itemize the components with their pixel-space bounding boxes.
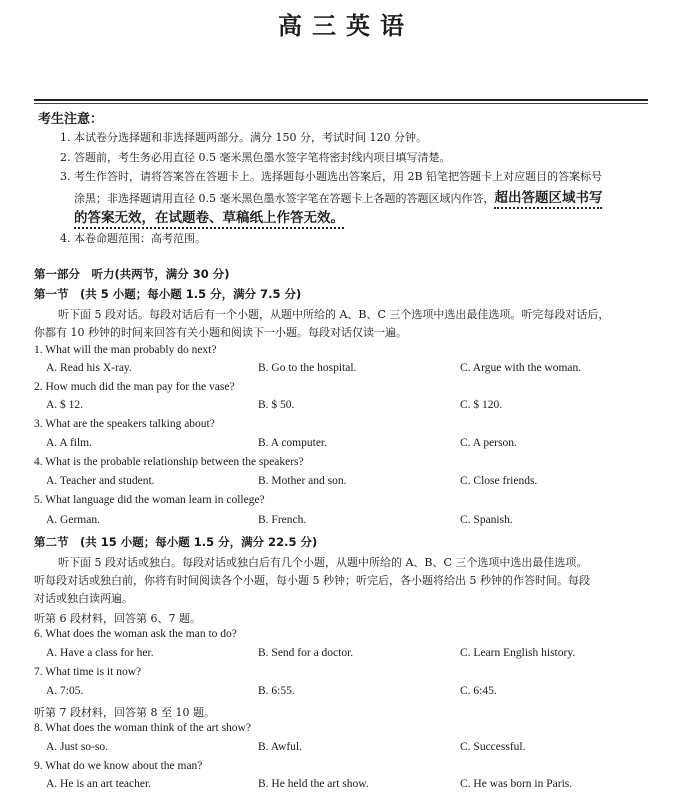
question-2-option-a: A. $ 12. xyxy=(46,399,84,411)
section-2-instruction-2: 听每段对话或独白前，你将有时间阅读各个小题，每小题 5 秒钟；听完后，各小题将给出 5 秒钟的作答时间。每段 xyxy=(34,574,590,587)
question-8: 8. What does the woman think of the art show? xyxy=(34,722,251,734)
header-rule-thin xyxy=(34,103,648,104)
question-5-option-a: A. German. xyxy=(46,514,100,526)
section-1-title: 第一节 (共 5 小题；每小题 1.5 分，满分 7.5 分) xyxy=(34,287,302,301)
question-1-option-a: A. Read his X-ray. xyxy=(46,362,132,374)
notice-heading: 考生注意： xyxy=(38,112,104,127)
question-7-option-c: C. 6:45. xyxy=(460,685,497,697)
question-4-option-c: C. Close friends. xyxy=(460,475,538,487)
part-1-title: 第一部分 听力(共两节，满分 30 分) xyxy=(34,267,230,281)
question-2-option-c: C. $ 120. xyxy=(460,399,503,411)
question-7-option-a: A. 7:05. xyxy=(46,685,84,697)
section-2-instruction-3: 对话或独白读两遍。 xyxy=(34,592,133,605)
question-7: 7. What time is it now? xyxy=(34,666,142,678)
question-8-option-b: B. Awful. xyxy=(258,741,302,753)
notice-item-2: 2. 答题前，考生务必用直径 0.5 毫米黑色墨水签字笔将密封线内项目填写清楚。 xyxy=(60,151,451,164)
question-8-option-a: A. Just so-so. xyxy=(46,741,108,753)
notice-item-1: 1. 本试卷分选择题和非选择题两部分。满分 150 分，考试时间 120 分钟。 xyxy=(60,131,427,144)
question-6-option-a: A. Have a class for her. xyxy=(46,647,154,659)
question-3-option-a: A. A film. xyxy=(46,437,93,449)
question-8-option-c: C. Successful. xyxy=(460,741,526,753)
notice-item-3-emphasis: 超出答题区域书写 xyxy=(494,190,602,209)
notice-item-3-emphasis-2: 的答案无效，在试题卷、草稿纸上作答无效。 xyxy=(74,206,344,229)
question-3-option-c: C. A person. xyxy=(460,437,517,449)
notice-item-3-normal: 涂黑；非选择题请用直径 0.5 毫米黑色墨水签字笔在答题卡上各题的答题区域内作答， xyxy=(74,192,495,205)
material-6-heading: 听第 6 段材料，回答第 6、7 题。 xyxy=(34,612,201,625)
question-6-option-c: C. Learn English history. xyxy=(460,647,576,659)
section-2-title: 第二节 (共 15 小题；每小题 1.5 分，满分 22.5 分) xyxy=(34,535,318,549)
question-3: 3. What are the speakers talking about? xyxy=(34,418,215,430)
question-5-option-b: B. French. xyxy=(258,514,307,526)
notice-item-3-line-1: 3. 考生作答时，请将答案答在答题卡上。选择题每小题选出答案后，用 2B 铅笔把答题卡上对应题目的答案标号 xyxy=(60,170,603,183)
question-9: 9. What do we know about the man? xyxy=(34,760,203,772)
page-title: 高三英语 xyxy=(278,11,414,40)
question-1-option-c: C. Argue with the woman. xyxy=(460,362,582,374)
header-rule xyxy=(34,99,648,101)
question-2: 2. How much did the man pay for the vase? xyxy=(34,381,235,393)
question-6: 6. What does the woman ask the man to do? xyxy=(34,628,237,640)
question-1: 1. What will the man probably do next? xyxy=(34,344,217,356)
question-4-option-b: B. Mother and son. xyxy=(258,475,347,487)
question-2-option-b: B. $ 50. xyxy=(258,399,295,411)
question-5-option-c: C. Spanish. xyxy=(460,514,513,526)
question-3-option-b: B. A computer. xyxy=(258,437,327,449)
question-9-option-c: C. He was born in Paris. xyxy=(460,778,573,790)
question-1-option-b: B. Go to the hospital. xyxy=(258,362,357,374)
section-2-instruction-1: 听下面 5 段对话或独白。每段对话或独白后有几个小题，从题中所给的 A、B、C 三个选项中选出最佳选项。 xyxy=(58,556,588,569)
question-7-option-b: B. 6:55. xyxy=(258,685,295,697)
question-9-option-b: B. He held the art show. xyxy=(258,778,369,790)
notice-item-4: 4. 本卷命题范围：高考范围。 xyxy=(60,232,206,245)
question-4: 4. What is the probable relationship between the speakers? xyxy=(34,456,304,468)
question-6-option-b: B. Send for a doctor. xyxy=(258,647,354,659)
material-7-heading: 听第 7 段材料，回答第 8 至 10 题。 xyxy=(34,706,215,719)
question-5: 5. What language did the woman learn in college? xyxy=(34,494,265,506)
notice-item-3-line-2 xyxy=(74,186,602,206)
question-9-option-a: A. He is an art teacher. xyxy=(46,778,152,790)
section-1-instruction-2: 你都有 10 秒钟的时间来回答有关小题和阅读下一小题。每段对话仅读一遍。 xyxy=(34,326,407,339)
question-4-option-a: A. Teacher and student. xyxy=(46,475,155,487)
section-1-instruction-1: 听下面 5 段对话。每段对话后有一个小题，从题中所给的 A、B、C 三个选项中选出最佳选项。听完每段对话后， xyxy=(58,308,610,321)
